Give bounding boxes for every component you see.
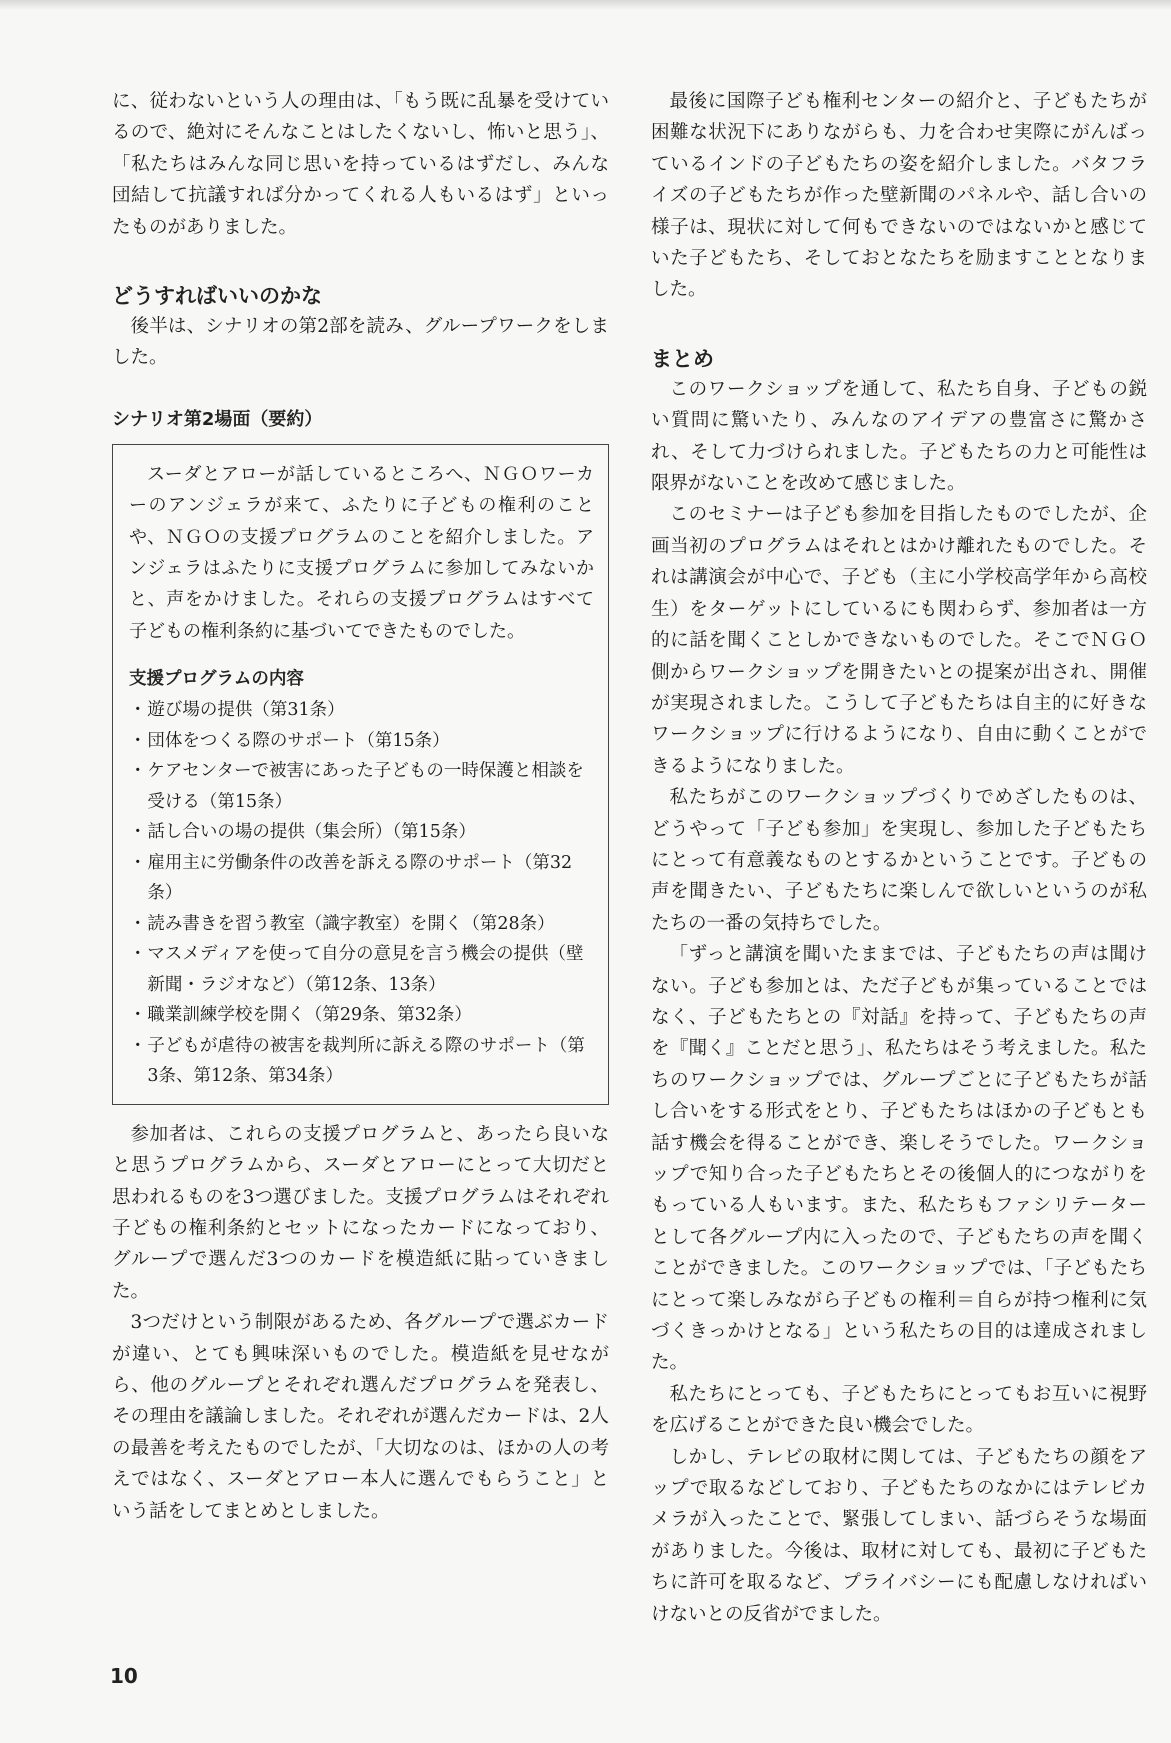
left-column bbox=[112, 86, 609, 1527]
bullet-mark: ・ bbox=[129, 822, 147, 843]
support-program-heading: 支援プログラムの内容 bbox=[129, 669, 304, 690]
right-paragraph-4: 「ずっと講演を聞いたままでは、子どもたちの声は聞けない。子ども参加とは、ただ子どもが集っていることではなく、子どもたちとの『対話』を持って、子どもたちの声を『聞く』ことだと思う」、私たちはそう考えました。私たちのワークショップでは、グループごとに子どもたちが話し合いをする形式をとり、子どもたちはほかの子どもとも話す機会を得ることができ、楽しそうでした。ワークショップで知り合った子どもたちとその後個人的につながりをもっている人もいます。また、私たちもファシリテーターとして各グループ内に入ったので、子どもたちの声を聞くことができました。このワークショップでは、「子どもたちにとって楽しみながら子どもの権利＝自らが持つ権利に気づくきっかけとなる」という私たちの目的は達成されました。 bbox=[651, 944, 1147, 1374]
scenario-box-paragraph: スーダとアローが話しているところへ、ＮＧＯワーカーのアンジェラが来て、ふたりに子どもの権利のことや、ＮＧＯの支援プログラムのことを紹介しました。アンジェラはふたりに支援プログラムに参加してみないかと、声をかけました。それらの支援プログラムはすべて子どもの権利条約に基づいてできたものでした。 bbox=[129, 463, 594, 642]
right-paragraph-3: 私たちがこのワークショップづくりでめざしたものは、どうやって「子ども参加」を実現し、参加した子どもたちにとって有意義なものとするかということです。子どもの声を聞きたい、子どもたちに楽しんで欲しいというのが私たちの一番の気持ちでした。 bbox=[651, 787, 1147, 934]
section-heading-summary: まとめ bbox=[651, 346, 714, 371]
left-after-box-paragraph-1: 参加者は、これらの支援プログラムと、あったら良いなと思うプログラムから、スーダとアローにとって大切だと思われるものを3つ選びました。支援プログラムはそれぞれ子どもの権利条約とセットになったカードになっており、グループで選んだ3つのカードを模造紙に貼っていきました。 bbox=[112, 1123, 609, 1302]
bullet-mark: ・ bbox=[129, 730, 147, 751]
left-intro-paragraph: に、従わないという人の理由は、「もう既に乱暴を受けているので、絶対にそんなことはしたくないし、怖いと思う」、「私たちはみんな同じ思いを持っているはずだし、みんな団結して抗議すれば分かってくれる人もいるはず」といったものがありました。 bbox=[112, 91, 609, 238]
bullet-mark: ・ bbox=[129, 944, 147, 965]
bullet-mark: ・ bbox=[129, 1005, 147, 1026]
list-item: ・読み書きを習う教室（識字教室）を開く（第28条） bbox=[129, 909, 594, 940]
scenario-summary-box bbox=[112, 444, 609, 1105]
list-item: ・遊び場の提供（第31条） bbox=[129, 695, 594, 726]
list-item: ・ケアセンターで被害にあった子どもの一時保護と相談を受ける（第15条） bbox=[129, 756, 594, 817]
list-item: ・話し合いの場の提供（集会所）（第15条） bbox=[129, 817, 594, 848]
list-item: ・マスメディアを使って自分の意見を言う機会の提供（壁新聞・ラジオなど）（第12条、13条） bbox=[129, 939, 594, 1000]
right-column bbox=[651, 86, 1147, 1630]
page-number: 10 bbox=[110, 1664, 138, 1688]
scan-edge-shadow bbox=[0, 0, 1171, 10]
right-paragraph-2: このセミナーは子ども参加を目指したものでしたが、企画当初のプログラムはそれとはかけ離れたものでした。それは講演会が中心で、子ども（主に小学校高学年から高校生）をターゲットにしているにも関わらず、参加者は一方的に話を聞くことしかできないものでした。そこでＮＧＯ側からワークショップを開きたいとの提案が出され、開催が実現されました。こうして子どもたちは自主的に好きなワークショップに行けるようになり、自由に動くことができるようになりました。 bbox=[651, 504, 1147, 777]
right-paragraph-6: しかし、テレビの取材に関しては、子どもたちの顔をアップで取るなどしており、子どもたちのなかにはテレビカメラが入ったことで、緊張してしまい、話づらそうな場面がありました。今後は、取材に対しても、最初に子どもたちに許可を取るなど、プライバシーにも配慮しなければいけないとの反省がでました。 bbox=[651, 1446, 1147, 1625]
right-paragraph-5: 私たちにとっても、子どもたちにとってもお互いに視野を広げることができた良い機会でした。 bbox=[651, 1383, 1147, 1437]
right-paragraph-1: このワークショップを通して、私たち自身、子どもの鋭い質問に驚いたり、みんなのアイデアの豊富さに驚かされ、そして力づけられました。子どもたちの力と可能性は限界がないことを改めて感じました。 bbox=[651, 378, 1147, 495]
right-intro-paragraph: 最後に国際子ども権利センターの紹介と、子どもたちが困難な状況下にありながらも、力を合わせ実際にがんばっているインドの子どもたちの姿を紹介しました。バタフライズの子どもたちが作った壁新聞のパネルや、話し合いの様子は、現状に対して何もできないのではないかと感じていた子どもたち、そしておとなたちを励ますこととなりました。 bbox=[651, 91, 1147, 301]
bullet-mark: ・ bbox=[129, 852, 147, 873]
left-after-box-paragraph-2: 3つだけという制限があるため、各グループで選ぶカードが違い、とても興味深いものでした。模造紙を見せながら、他のグループとそれぞれ選んだプログラムを発表し、その理由を議論しました。それぞれが選んだカードは、2人の最善を考えたものでしたが、「大切なのは、ほかの人の考えではなく、スーダとアロー本人に選んでもらうこと」という話をしてまとめとしました。 bbox=[112, 1312, 609, 1522]
bullet-mark: ・ bbox=[129, 1035, 147, 1056]
scenario-heading: シナリオ第2場面（要約） bbox=[112, 408, 323, 430]
support-program-list bbox=[129, 695, 594, 1092]
bullet-mark: ・ bbox=[129, 913, 147, 934]
list-item: ・子どもが虐待の被害を裁判所に訴える際のサポート（第3条、第12条、第34条） bbox=[129, 1031, 594, 1092]
list-item: ・雇用主に労働条件の改善を訴える際のサポート（第32条） bbox=[129, 848, 594, 909]
list-item: ・団体をつくる際のサポート（第15条） bbox=[129, 726, 594, 757]
left-section-paragraph: 後半は、シナリオの第2部を読み、グループワークをしました。 bbox=[112, 316, 609, 369]
list-item: ・職業訓練学校を開く（第29条、第32条） bbox=[129, 1000, 594, 1031]
bullet-mark: ・ bbox=[129, 700, 147, 721]
section-heading-what-to-do: どうすればいいのかな bbox=[112, 284, 322, 309]
bullet-mark: ・ bbox=[129, 761, 147, 782]
